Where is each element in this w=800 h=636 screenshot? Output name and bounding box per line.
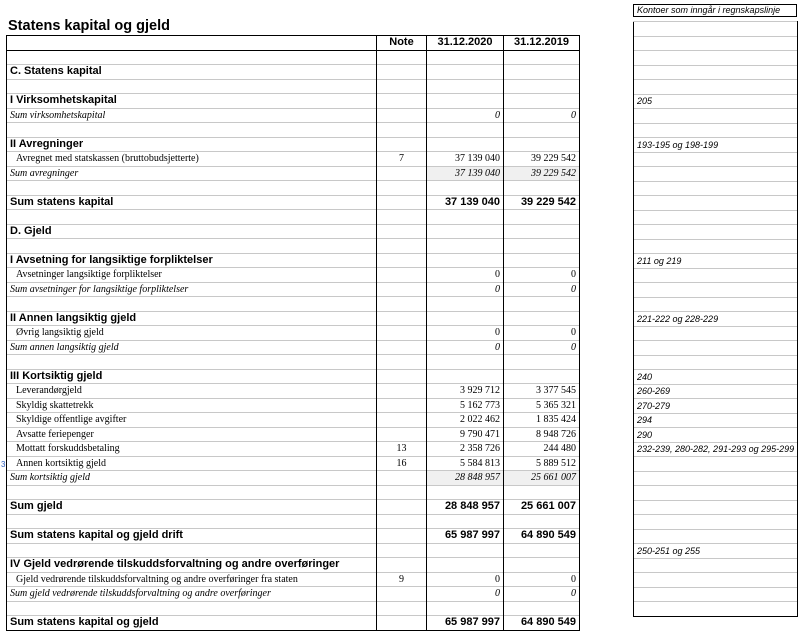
table-row-spacer [7,123,580,138]
table-row-sum [7,282,580,297]
row-value-2020: 65 987 997 [427,529,504,544]
row-note [377,108,427,123]
row-value-2019: 39 229 542 [504,195,580,210]
konto-cell [634,573,798,588]
row-note [377,195,427,210]
row-value-2019 [504,311,580,326]
row-label [7,543,377,558]
row-value-2019: 0 [504,108,580,123]
row-value-2020 [427,224,504,239]
header-note: Note [377,36,427,51]
konto-row [634,210,798,225]
row-value-2020 [427,79,504,94]
row-value-2019: 3 377 545 [504,384,580,399]
row-value-2019 [504,181,580,196]
row-note: 16 [377,456,427,471]
konto-row [634,384,798,399]
table-row-spacer [7,239,580,254]
konto-cell [634,51,798,66]
konto-cell [634,268,798,283]
konto-row [634,399,798,414]
table-row-spacer [7,79,580,94]
table-row-item [7,268,580,283]
header-label-cell [7,36,377,51]
row-value-2020: 0 [427,282,504,297]
row-note [377,543,427,558]
konto-row [634,602,798,617]
table-row-section [7,65,580,80]
konto-cell [634,152,798,167]
konto-cell: 232-239, 280-282, 291-293 og 295-299 [634,442,798,457]
konto-row [634,471,798,486]
table-row-subsection [7,369,580,384]
row-value-2019: 39 229 542 [504,166,580,181]
row-value-2020 [427,369,504,384]
row-value-2019 [504,514,580,529]
konto-row [634,65,798,80]
konto-cell: 294 [634,413,798,428]
konto-cell [634,196,798,211]
konto-header-spacer-row [634,22,798,37]
row-value-2020: 37 139 040 [427,166,504,181]
konto-row [634,312,798,327]
row-label [7,355,377,370]
table-row-sum [7,108,580,123]
row-value-2020 [427,253,504,268]
page-title: Statens kapital og gjeld [8,18,170,34]
table-row-spacer [7,601,580,616]
table-row-spacer [7,543,580,558]
row-note: 9 [377,572,427,587]
row-note [377,587,427,602]
header-date-2019: 31.12.2019 [504,36,580,51]
konto-cell [634,486,798,501]
row-note [377,485,427,500]
konto-row [634,181,798,196]
konto-cell [634,515,798,530]
konto-row [634,457,798,472]
konto-row [634,254,798,269]
row-value-2020: 3 929 712 [427,384,504,399]
row-label: Sum gjeld vedrørende tilskuddsforvaltning og andre overføringer [7,587,377,602]
table-row-item [7,398,580,413]
table-row-total [7,529,580,544]
konto-cell: 205 [634,94,798,109]
row-value-2020 [427,311,504,326]
konto-row [634,544,798,559]
row-value-2019: 0 [504,268,580,283]
row-value-2019 [504,79,580,94]
konto-row [634,558,798,573]
row-value-2020 [427,485,504,500]
row-label: Sum gjeld [7,500,377,515]
konto-cell [634,109,798,124]
row-note [377,166,427,181]
row-note [377,601,427,616]
row-label: IV Gjeld vedrørende tilskuddsforvaltning og andre overføringer [7,558,377,573]
row-label: Mottatt forskuddsbetaling [7,442,377,457]
row-label: Gjeld vedrørende tilskuddsforvaltning og andre overføringer fra staten [7,572,377,587]
row-label: Sum kortsiktig gjeld [7,471,377,486]
row-value-2019 [504,369,580,384]
table-row-spacer [7,485,580,500]
row-value-2020: 0 [427,268,504,283]
row-value-2020 [427,297,504,312]
row-label: Sum avregninger [7,166,377,181]
row-value-2020: 37 139 040 [427,152,504,167]
konto-row [634,370,798,385]
row-value-2020: 5 584 813 [427,456,504,471]
konto-row [634,123,798,138]
row-value-2019: 39 229 542 [504,152,580,167]
table-row-subsection [7,558,580,573]
row-note [377,137,427,152]
konto-cell [634,587,798,602]
konto-cell [634,602,798,617]
konto-row [634,283,798,298]
konto-row [634,515,798,530]
konto-cell [634,297,798,312]
row-note [377,369,427,384]
row-label: Avregnet med statskassen (bruttobudsjetterte) [7,152,377,167]
konto-row [634,355,798,370]
row-value-2020 [427,558,504,573]
table-row-item [7,413,580,428]
konto-cell [634,123,798,138]
row-note: 7 [377,152,427,167]
row-label [7,297,377,312]
row-note [377,268,427,283]
konto-row [634,109,798,124]
row-note [377,181,427,196]
row-value-2019 [504,601,580,616]
row-label: Øvrig langsiktig gjeld [7,326,377,341]
row-note [377,514,427,529]
row-label: D. Gjeld [7,224,377,239]
row-note [377,123,427,138]
row-value-2019: 64 890 549 [504,529,580,544]
row-label: Sum annen langsiktig gjeld [7,340,377,355]
row-value-2020: 28 848 957 [427,500,504,515]
row-value-2019: 5 365 321 [504,398,580,413]
konto-row [634,297,798,312]
row-label: Leverandørgjeld [7,384,377,399]
row-note [377,94,427,109]
table-row-total [7,616,580,631]
row-note [377,253,427,268]
konto-row [634,138,798,153]
table-row-subsection [7,253,580,268]
konto-cell [634,167,798,182]
row-value-2020: 0 [427,572,504,587]
konto-cell: 240 [634,370,798,385]
row-label: C. Statens kapital [7,65,377,80]
row-value-2019 [504,210,580,225]
konto-row [634,239,798,254]
row-value-2019 [504,253,580,268]
row-value-2019: 1 835 424 [504,413,580,428]
table-row-spacer [7,50,580,65]
konto-row [634,152,798,167]
row-marker: 3 [1,460,6,469]
row-note [377,210,427,225]
konto-row [634,486,798,501]
table-row-sum [7,587,580,602]
row-label [7,514,377,529]
konto-cell [634,529,798,544]
konto-cell [634,210,798,225]
row-value-2019 [504,543,580,558]
row-note [377,413,427,428]
row-value-2019 [504,50,580,65]
row-label [7,485,377,500]
konto-cell: 270-279 [634,399,798,414]
konto-cell: 193-195 og 198-199 [634,138,798,153]
konto-cell [634,80,798,95]
row-label: Sum statens kapital og gjeld drift [7,529,377,544]
konto-row [634,36,798,51]
row-value-2019 [504,123,580,138]
row-note [377,427,427,442]
row-value-2019 [504,94,580,109]
row-note [377,79,427,94]
row-value-2020 [427,65,504,80]
row-note [377,282,427,297]
row-value-2019: 0 [504,587,580,602]
konto-row [634,51,798,66]
row-note [377,326,427,341]
row-value-2020 [427,514,504,529]
table-row-spacer [7,355,580,370]
konto-cell: 250-251 og 255 [634,544,798,559]
konto-row [634,268,798,283]
row-value-2020 [427,181,504,196]
konto-cell: 211 og 219 [634,254,798,269]
row-value-2020 [427,601,504,616]
table-row-total [7,195,580,210]
konto-row [634,167,798,182]
konto-row [634,196,798,211]
row-value-2019: 0 [504,340,580,355]
konto-cell [634,225,798,240]
row-value-2020: 9 790 471 [427,427,504,442]
konto-cell [634,457,798,472]
row-note [377,297,427,312]
table-row-spacer [7,181,580,196]
row-value-2020: 0 [427,326,504,341]
konto-cell [634,36,798,51]
konto-cell: 290 [634,428,798,443]
row-note [377,355,427,370]
table-row-item [7,442,580,457]
table-row-section [7,224,580,239]
row-label: I Virksomhetskapital [7,94,377,109]
row-value-2019: 244 480 [504,442,580,457]
konto-row [634,341,798,356]
table-row-subsection [7,311,580,326]
row-label: Avsetninger langsiktige forpliktelser [7,268,377,283]
row-label: Annen kortsiktig gjeld [7,456,377,471]
row-value-2020: 0 [427,587,504,602]
table-row-item [7,326,580,341]
row-value-2019: 5 889 512 [504,456,580,471]
row-value-2020 [427,137,504,152]
row-note [377,398,427,413]
row-value-2020 [427,543,504,558]
row-label [7,181,377,196]
konto-row [634,326,798,341]
row-note [377,311,427,326]
row-value-2020: 28 848 957 [427,471,504,486]
header-date-2020: 31.12.2020 [427,36,504,51]
row-note [377,529,427,544]
row-value-2019 [504,355,580,370]
konto-row [634,94,798,109]
row-label: III Kortsiktig gjeld [7,369,377,384]
row-value-2020: 0 [427,340,504,355]
row-label: Sum virksomhetskapital [7,108,377,123]
table-row-item [7,427,580,442]
row-note [377,239,427,254]
row-value-2020 [427,123,504,138]
row-label [7,79,377,94]
row-note [377,558,427,573]
row-note [377,224,427,239]
konto-cell [634,326,798,341]
konto-cell [634,239,798,254]
konto-cell [634,181,798,196]
row-label: Avsatte feriepenger [7,427,377,442]
row-label: I Avsetning for langsiktige forpliktelser [7,253,377,268]
row-note [377,50,427,65]
row-value-2019 [504,558,580,573]
konto-cell [634,500,798,515]
konto-cell [634,471,798,486]
row-note [377,65,427,80]
row-note [377,471,427,486]
konto-row [634,529,798,544]
row-value-2019 [504,239,580,254]
row-value-2019: 8 948 726 [504,427,580,442]
row-note [377,500,427,515]
konto-cell: 260-269 [634,384,798,399]
row-value-2020: 37 139 040 [427,195,504,210]
row-label: II Annen langsiktig gjeld [7,311,377,326]
row-value-2020 [427,94,504,109]
row-note: 13 [377,442,427,457]
table-row-item [7,572,580,587]
row-label: Sum statens kapital [7,195,377,210]
row-value-2019: 0 [504,572,580,587]
row-value-2019 [504,224,580,239]
row-label [7,239,377,254]
konto-cell [634,283,798,298]
row-label: II Avregninger [7,137,377,152]
balance-sheet-table [6,35,580,631]
konto-row [634,80,798,95]
konto-cell [634,22,798,37]
table-row-item [7,456,580,471]
table-row-sum [7,166,580,181]
row-value-2019: 25 661 007 [504,500,580,515]
konto-row [634,587,798,602]
table-header-row [7,36,580,51]
row-label: Sum statens kapital og gjeld [7,616,377,631]
row-value-2019 [504,65,580,80]
row-note [377,340,427,355]
konto-cell: 221-222 og 228-229 [634,312,798,327]
row-value-2019: 0 [504,326,580,341]
row-value-2020: 2 358 726 [427,442,504,457]
table-row-spacer [7,210,580,225]
row-value-2020: 0 [427,108,504,123]
row-label [7,50,377,65]
table-row-sum [7,340,580,355]
konto-table [633,21,798,617]
table-row-spacer [7,297,580,312]
row-value-2020: 2 022 462 [427,413,504,428]
table-row-subsection [7,94,580,109]
row-value-2019 [504,137,580,152]
row-label: Skyldige offentlige avgifter [7,413,377,428]
konto-row [634,413,798,428]
row-note [377,616,427,631]
konto-row [634,500,798,515]
row-value-2019 [504,297,580,312]
row-value-2019: 25 661 007 [504,471,580,486]
row-value-2019 [504,485,580,500]
row-value-2020 [427,355,504,370]
table-row-total [7,500,580,515]
row-value-2020 [427,239,504,254]
row-label [7,601,377,616]
konto-row [634,225,798,240]
konto-cell [634,355,798,370]
row-label: Skyldig skattetrekk [7,398,377,413]
table-row-subsection [7,137,580,152]
konto-cell [634,558,798,573]
row-value-2020 [427,210,504,225]
konto-row [634,573,798,588]
row-value-2020 [427,50,504,65]
table-row-item [7,152,580,167]
konto-row [634,428,798,443]
table-row-sum [7,471,580,486]
konto-cell [634,65,798,80]
row-value-2019: 64 890 549 [504,616,580,631]
table-row-spacer [7,514,580,529]
row-label [7,123,377,138]
row-note [377,384,427,399]
row-value-2020: 5 162 773 [427,398,504,413]
row-label: Sum avsetninger for langsiktige forpliktelser [7,282,377,297]
row-value-2020: 65 987 997 [427,616,504,631]
table-row-item [7,384,580,399]
row-value-2019: 0 [504,282,580,297]
row-label [7,210,377,225]
konto-cell [634,341,798,356]
konto-column-header: Kontoer som inngår i regnskapslinje [633,4,797,17]
konto-row [634,442,798,457]
